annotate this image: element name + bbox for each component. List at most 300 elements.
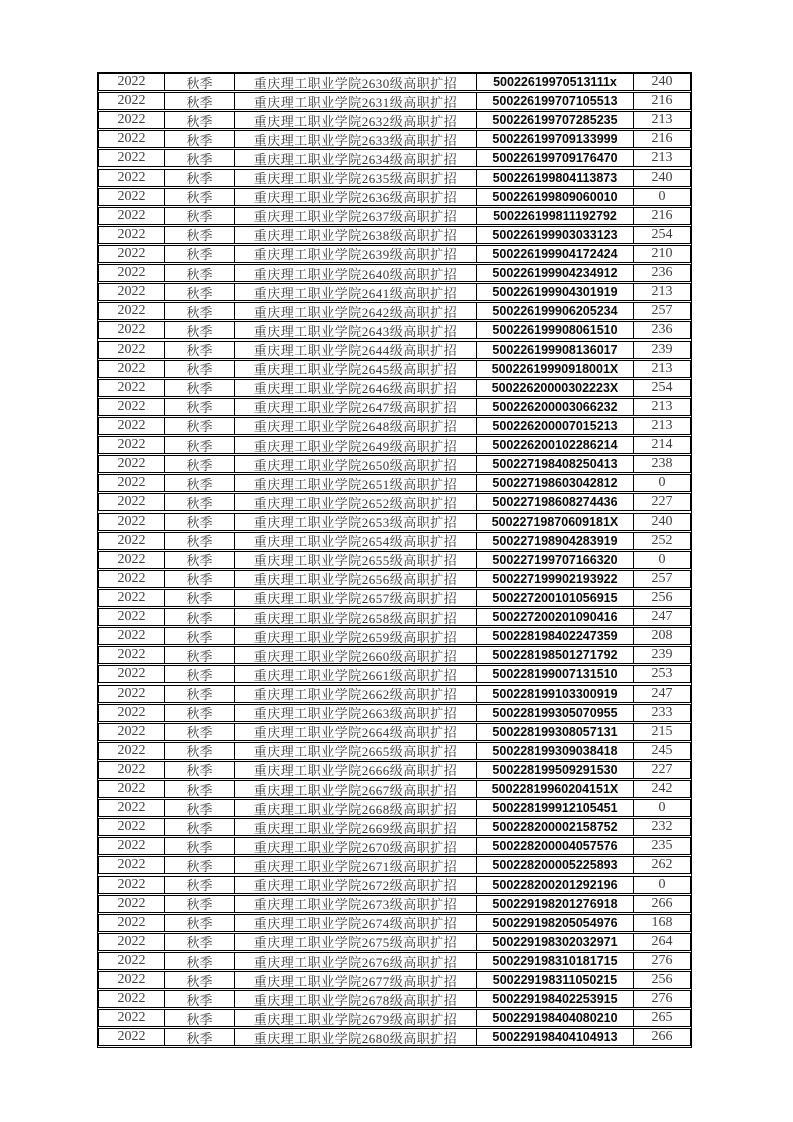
cell-year: 2022 <box>99 380 165 396</box>
cell-class-name: 重庆理工职业学院2675级高职扩招 <box>235 934 477 950</box>
cell-score: 239 <box>651 647 673 663</box>
cell-class-name: 重庆理工职业学院2665级高职扩招 <box>235 743 477 759</box>
cell-season: 秋季 <box>165 456 235 472</box>
cell-score: 256 <box>651 589 673 605</box>
cell-year: 2022 <box>99 800 165 816</box>
table-row <box>98 379 691 397</box>
cell-year: 2022 <box>99 342 165 358</box>
cell-id-number: 500227200101056915 <box>477 590 634 606</box>
table-row <box>98 455 691 473</box>
cell-class-name: 重庆理工职业学院2655级高职扩招 <box>235 552 477 568</box>
cell-season: 秋季 <box>165 896 235 912</box>
cell-id-number: 500226199804113873 <box>477 170 634 186</box>
cell-class-name: 重庆理工职业学院2632级高职扩招 <box>235 112 477 128</box>
cell-class-name: 重庆理工职业学院2646级高职扩招 <box>235 380 477 396</box>
cell-id-number: 500228199305070955 <box>477 705 634 721</box>
cell-class-name: 重庆理工职业学院2660级高职扩招 <box>235 647 477 663</box>
table-row <box>98 799 691 817</box>
cell-season: 秋季 <box>165 1010 235 1026</box>
cell-score: 213 <box>651 360 673 376</box>
cell-id-number: 500228199309038418 <box>477 743 634 759</box>
cell-season: 秋季 <box>165 915 235 931</box>
cell-id-number: 500228199509291530 <box>477 762 634 778</box>
table-row <box>98 646 691 664</box>
cell-year: 2022 <box>99 246 165 262</box>
cell-score: 233 <box>651 704 673 720</box>
cell-id-number: 500228199308057131 <box>477 724 634 740</box>
cell-year: 2022 <box>99 609 165 625</box>
cell-score: 266 <box>651 1029 673 1045</box>
table-row <box>98 685 691 703</box>
cell-score: 216 <box>651 93 673 109</box>
cell-score: 247 <box>651 609 673 625</box>
table-row <box>98 780 691 798</box>
cell-year: 2022 <box>99 1010 165 1026</box>
cell-season: 秋季 <box>165 877 235 893</box>
table-row <box>98 226 691 244</box>
table-row <box>98 818 691 836</box>
cell-score: 256 <box>651 972 673 988</box>
cell-year: 2022 <box>99 150 165 166</box>
cell-class-name: 重庆理工职业学院2667级高职扩招 <box>235 781 477 797</box>
cell-year: 2022 <box>99 647 165 663</box>
table-row <box>98 474 691 492</box>
cell-class-name: 重庆理工职业学院2636级高职扩招 <box>235 189 477 205</box>
cell-id-number: 500229198205054976 <box>477 915 634 931</box>
cell-year: 2022 <box>99 265 165 281</box>
table-row <box>98 417 691 435</box>
table-row <box>98 245 691 263</box>
cell-year: 2022 <box>99 896 165 912</box>
cell-score: 252 <box>651 532 673 548</box>
cell-id-number: 500228199007131510 <box>477 666 634 682</box>
cell-id-number: 500229198201276918 <box>477 896 634 912</box>
cell-id-number: 500226199811192792 <box>477 208 634 224</box>
cell-year: 2022 <box>99 227 165 243</box>
cell-id-number: 500226199709176470 <box>477 150 634 166</box>
cell-year: 2022 <box>99 877 165 893</box>
cell-season: 秋季 <box>165 265 235 281</box>
cell-class-name: 重庆理工职业学院2669级高职扩招 <box>235 819 477 835</box>
cell-class-name: 重庆理工职业学院2666级高职扩招 <box>235 762 477 778</box>
cell-score: 216 <box>651 131 673 147</box>
cell-season: 秋季 <box>165 686 235 702</box>
table-row <box>98 551 691 569</box>
cell-score: 276 <box>651 953 673 969</box>
cell-season: 秋季 <box>165 150 235 166</box>
cell-class-name: 重庆理工职业学院2652级高职扩招 <box>235 494 477 510</box>
table-row <box>98 723 691 741</box>
cell-score: 227 <box>651 761 673 777</box>
cell-class-name: 重庆理工职业学院2663级高职扩招 <box>235 705 477 721</box>
cell-season: 秋季 <box>165 972 235 988</box>
cell-season: 秋季 <box>165 131 235 147</box>
cell-id-number: 500228198402247359 <box>477 628 634 644</box>
table-row <box>98 264 691 282</box>
cell-year: 2022 <box>99 743 165 759</box>
cell-score: 213 <box>651 112 673 128</box>
cell-year: 2022 <box>99 724 165 740</box>
cell-class-name: 重庆理工职业学院2673级高职扩招 <box>235 896 477 912</box>
cell-score: 240 <box>651 513 673 529</box>
cell-year: 2022 <box>99 170 165 186</box>
cell-id-number: 500226200003066232 <box>477 399 634 415</box>
cell-id-number: 500228200201292196 <box>477 877 634 893</box>
cell-score: 213 <box>651 417 673 433</box>
cell-id-number: 500227199902193922 <box>477 571 634 587</box>
cell-score: 213 <box>651 398 673 414</box>
cell-season: 秋季 <box>165 189 235 205</box>
cell-class-name: 重庆理工职业学院2657级高职扩招 <box>235 590 477 606</box>
cell-year: 2022 <box>99 571 165 587</box>
cell-year: 2022 <box>99 915 165 931</box>
table-row <box>98 856 691 874</box>
table-row <box>98 111 691 129</box>
cell-year: 2022 <box>99 514 165 530</box>
cell-id-number: 500227198904283919 <box>477 533 634 549</box>
cell-id-number: 500228198501271792 <box>477 647 634 663</box>
cell-season: 秋季 <box>165 380 235 396</box>
cell-score: 238 <box>651 456 673 472</box>
cell-class-name: 重庆理工职业学院2648级高职扩招 <box>235 418 477 434</box>
cell-season: 秋季 <box>165 227 235 243</box>
cell-score: 0 <box>658 876 666 892</box>
table-row <box>98 837 691 855</box>
cell-class-name: 重庆理工职业学院2633级高职扩招 <box>235 131 477 147</box>
table-row <box>98 169 691 187</box>
cell-score: 276 <box>651 991 673 1007</box>
cell-id-number: 500227200201090416 <box>477 609 634 625</box>
cell-class-name: 重庆理工职业学院2643级高职扩招 <box>235 322 477 338</box>
cell-year: 2022 <box>99 189 165 205</box>
cell-season: 秋季 <box>165 552 235 568</box>
table-row <box>98 627 691 645</box>
cell-year: 2022 <box>99 208 165 224</box>
cell-id-number: 50022619970513111x <box>477 74 634 90</box>
cell-year: 2022 <box>99 686 165 702</box>
cell-score: 215 <box>651 723 673 739</box>
table-row <box>98 933 691 951</box>
cell-id-number: 500226199904234912 <box>477 265 634 281</box>
table-row <box>98 608 691 626</box>
cell-season: 秋季 <box>165 800 235 816</box>
table-row <box>98 513 691 531</box>
cell-score: 239 <box>651 341 673 357</box>
cell-score: 213 <box>651 150 673 166</box>
cell-year: 2022 <box>99 819 165 835</box>
table-row <box>98 914 691 932</box>
cell-id-number: 50022620000302223X <box>477 380 634 396</box>
cell-year: 2022 <box>99 456 165 472</box>
cell-season: 秋季 <box>165 361 235 377</box>
cell-season: 秋季 <box>165 857 235 873</box>
cell-class-name: 重庆理工职业学院2650级高职扩招 <box>235 456 477 472</box>
table-row <box>98 436 691 454</box>
cell-year: 2022 <box>99 991 165 1007</box>
cell-year: 2022 <box>99 284 165 300</box>
cell-id-number: 500226200102286214 <box>477 437 634 453</box>
cell-class-name: 重庆理工职业学院2676级高职扩招 <box>235 953 477 969</box>
cell-id-number: 500226199707285235 <box>477 112 634 128</box>
cell-score: 0 <box>658 475 666 491</box>
cell-id-number: 500226200007015213 <box>477 418 634 434</box>
table-row <box>98 876 691 894</box>
cell-score: 254 <box>651 226 673 242</box>
cell-year: 2022 <box>99 628 165 644</box>
cell-season: 秋季 <box>165 418 235 434</box>
cell-season: 秋季 <box>165 246 235 262</box>
table-row <box>98 570 691 588</box>
cell-id-number: 500226199904301919 <box>477 284 634 300</box>
cell-class-name: 重庆理工职业学院2651级高职扩招 <box>235 475 477 491</box>
cell-class-name: 重庆理工职业学院2670级高职扩招 <box>235 838 477 854</box>
cell-season: 秋季 <box>165 514 235 530</box>
table-row <box>98 207 691 225</box>
cell-season: 秋季 <box>165 991 235 1007</box>
cell-season: 秋季 <box>165 494 235 510</box>
cell-class-name: 重庆理工职业学院2640级高职扩招 <box>235 265 477 281</box>
cell-score: 232 <box>651 819 673 835</box>
cell-class-name: 重庆理工职业学院2668级高职扩招 <box>235 800 477 816</box>
cell-season: 秋季 <box>165 74 235 90</box>
cell-class-name: 重庆理工职业学院2630级高职扩招 <box>235 74 477 90</box>
cell-year: 2022 <box>99 838 165 854</box>
cell-season: 秋季 <box>165 1029 235 1045</box>
cell-year: 2022 <box>99 705 165 721</box>
cell-class-name: 重庆理工职业学院2671级高职扩招 <box>235 857 477 873</box>
cell-class-name: 重庆理工职业学院2631级高职扩招 <box>235 93 477 109</box>
cell-id-number: 500228200002158752 <box>477 819 634 835</box>
cell-season: 秋季 <box>165 743 235 759</box>
cell-season: 秋季 <box>165 934 235 950</box>
cell-year: 2022 <box>99 322 165 338</box>
cell-season: 秋季 <box>165 322 235 338</box>
cell-class-name: 重庆理工职业学院2654级高职扩招 <box>235 533 477 549</box>
cell-score: 236 <box>651 322 673 338</box>
table-row <box>98 990 691 1008</box>
cell-score: 214 <box>651 437 673 453</box>
cell-year: 2022 <box>99 972 165 988</box>
table-row <box>98 589 691 607</box>
cell-score: 213 <box>651 284 673 300</box>
cell-season: 秋季 <box>165 112 235 128</box>
table-row <box>98 971 691 989</box>
cell-season: 秋季 <box>165 437 235 453</box>
cell-score: 257 <box>651 303 673 319</box>
cell-id-number: 50022619990918001X <box>477 361 634 377</box>
cell-season: 秋季 <box>165 762 235 778</box>
table-row <box>98 283 691 301</box>
table-row <box>98 360 691 378</box>
table-row <box>98 149 691 167</box>
cell-id-number: 500227198608274436 <box>477 494 634 510</box>
cell-season: 秋季 <box>165 647 235 663</box>
cell-class-name: 重庆理工职业学院2649级高职扩招 <box>235 437 477 453</box>
cell-season: 秋季 <box>165 838 235 854</box>
cell-score: 240 <box>651 74 673 89</box>
cell-score: 257 <box>651 570 673 586</box>
cell-year: 2022 <box>99 781 165 797</box>
cell-id-number: 500229198402253915 <box>477 991 634 1007</box>
table-row <box>98 952 691 970</box>
cell-score: 247 <box>651 685 673 701</box>
cell-season: 秋季 <box>165 781 235 797</box>
cell-season: 秋季 <box>165 571 235 587</box>
cell-year: 2022 <box>99 552 165 568</box>
cell-class-name: 重庆理工职业学院2635级高职扩招 <box>235 170 477 186</box>
cell-class-name: 重庆理工职业学院2678级高职扩招 <box>235 991 477 1007</box>
cell-id-number: 500229198404080210 <box>477 1010 634 1026</box>
cell-score: 0 <box>658 551 666 567</box>
enrollment-results-table <box>97 72 692 1048</box>
cell-year: 2022 <box>99 590 165 606</box>
cell-score: 227 <box>651 494 673 510</box>
cell-id-number: 500226199903033123 <box>477 227 634 243</box>
cell-id-number: 500228200005225893 <box>477 857 634 873</box>
cell-year: 2022 <box>99 399 165 415</box>
cell-id-number: 50022719870609181X <box>477 514 634 530</box>
table-row <box>98 302 691 320</box>
cell-score: 245 <box>651 742 673 758</box>
cell-year: 2022 <box>99 494 165 510</box>
cell-year: 2022 <box>99 953 165 969</box>
cell-year: 2022 <box>99 857 165 873</box>
cell-id-number: 500228199103300919 <box>477 686 634 702</box>
cell-class-name: 重庆理工职业学院2645级高职扩招 <box>235 361 477 377</box>
table-row <box>98 73 691 91</box>
cell-season: 秋季 <box>165 170 235 186</box>
table-row <box>98 130 691 148</box>
cell-id-number: 500229198310181715 <box>477 953 634 969</box>
table-row <box>98 92 691 110</box>
table-row <box>98 341 691 359</box>
cell-score: 242 <box>651 781 673 797</box>
table-row <box>98 704 691 722</box>
cell-score: 254 <box>651 379 673 395</box>
cell-year: 2022 <box>99 934 165 950</box>
cell-season: 秋季 <box>165 953 235 969</box>
cell-id-number: 500226199908061510 <box>477 322 634 338</box>
cell-year: 2022 <box>99 533 165 549</box>
cell-class-name: 重庆理工职业学院2653级高职扩招 <box>235 514 477 530</box>
table-row <box>98 665 691 683</box>
cell-class-name: 重庆理工职业学院2658级高职扩招 <box>235 609 477 625</box>
cell-id-number: 500227199707166320 <box>477 552 634 568</box>
cell-season: 秋季 <box>165 628 235 644</box>
cell-class-name: 重庆理工职业学院2672级高职扩招 <box>235 877 477 893</box>
cell-class-name: 重庆理工职业学院2677级高职扩招 <box>235 972 477 988</box>
table-row <box>98 321 691 339</box>
cell-class-name: 重庆理工职业学院2641级高职扩招 <box>235 284 477 300</box>
table-row <box>98 895 691 913</box>
cell-year: 2022 <box>99 475 165 491</box>
cell-class-name: 重庆理工职业学院2637级高职扩招 <box>235 208 477 224</box>
table-row <box>98 761 691 779</box>
cell-score: 208 <box>651 628 673 644</box>
cell-year: 2022 <box>99 112 165 128</box>
cell-year: 2022 <box>99 437 165 453</box>
cell-class-name: 重庆理工职业学院2659级高职扩招 <box>235 628 477 644</box>
cell-id-number: 500226199906205234 <box>477 303 634 319</box>
cell-score: 0 <box>658 188 666 204</box>
cell-season: 秋季 <box>165 590 235 606</box>
cell-class-name: 重庆理工职业学院2644级高职扩招 <box>235 342 477 358</box>
cell-season: 秋季 <box>165 342 235 358</box>
table-row <box>98 493 691 511</box>
table-row <box>98 1028 691 1046</box>
cell-score: 0 <box>658 800 666 816</box>
cell-season: 秋季 <box>165 724 235 740</box>
cell-score: 168 <box>651 914 673 930</box>
cell-class-name: 重庆理工职业学院2642级高职扩招 <box>235 303 477 319</box>
cell-season: 秋季 <box>165 533 235 549</box>
cell-id-number: 500229198302032971 <box>477 934 634 950</box>
cell-season: 秋季 <box>165 705 235 721</box>
cell-class-name: 重庆理工职业学院2634级高职扩招 <box>235 150 477 166</box>
cell-year: 2022 <box>99 666 165 682</box>
cell-season: 秋季 <box>165 284 235 300</box>
cell-class-name: 重庆理工职业学院2638级高职扩招 <box>235 227 477 243</box>
cell-class-name: 重庆理工职业学院2664级高职扩招 <box>235 724 477 740</box>
cell-id-number: 500226199709133999 <box>477 131 634 147</box>
cell-score: 235 <box>651 838 673 854</box>
cell-id-number: 500228199912105451 <box>477 800 634 816</box>
cell-season: 秋季 <box>165 666 235 682</box>
cell-id-number: 500227198408250413 <box>477 456 634 472</box>
cell-year: 2022 <box>99 303 165 319</box>
cell-id-number: 500226199707105513 <box>477 93 634 109</box>
table-row <box>98 188 691 206</box>
cell-year: 2022 <box>99 762 165 778</box>
cell-class-name: 重庆理工职业学院2656级高职扩招 <box>235 571 477 587</box>
cell-year: 2022 <box>99 131 165 147</box>
cell-score: 236 <box>651 265 673 281</box>
cell-score: 262 <box>651 857 673 873</box>
cell-season: 秋季 <box>165 609 235 625</box>
cell-score: 264 <box>651 933 673 949</box>
cell-year: 2022 <box>99 93 165 109</box>
cell-id-number: 500226199908136017 <box>477 342 634 358</box>
cell-class-name: 重庆理工职业学院2639级高职扩招 <box>235 246 477 262</box>
cell-score: 265 <box>651 1010 673 1026</box>
cell-id-number: 500226199809060010 <box>477 189 634 205</box>
cell-id-number: 500229198404104913 <box>477 1029 634 1045</box>
cell-id-number: 500227198603042812 <box>477 475 634 491</box>
cell-season: 秋季 <box>165 93 235 109</box>
cell-score: 266 <box>651 895 673 911</box>
cell-score: 216 <box>651 207 673 223</box>
cell-season: 秋季 <box>165 475 235 491</box>
cell-season: 秋季 <box>165 399 235 415</box>
cell-class-name: 重庆理工职业学院2674级高职扩招 <box>235 915 477 931</box>
cell-season: 秋季 <box>165 303 235 319</box>
table-row <box>98 1009 691 1027</box>
cell-id-number: 50022819960204151X <box>477 781 634 797</box>
cell-year: 2022 <box>99 1029 165 1045</box>
cell-id-number: 500228200004057576 <box>477 838 634 854</box>
table-row <box>98 532 691 550</box>
cell-year: 2022 <box>99 361 165 377</box>
cell-class-name: 重庆理工职业学院2680级高职扩招 <box>235 1029 477 1045</box>
cell-id-number: 500226199904172424 <box>477 246 634 262</box>
cell-id-number: 500229198311050215 <box>477 972 634 988</box>
cell-season: 秋季 <box>165 819 235 835</box>
cell-class-name: 重庆理工职业学院2661级高职扩招 <box>235 666 477 682</box>
cell-score: 253 <box>651 666 673 682</box>
cell-score: 210 <box>651 245 673 261</box>
cell-year: 2022 <box>99 74 165 90</box>
cell-season: 秋季 <box>165 208 235 224</box>
